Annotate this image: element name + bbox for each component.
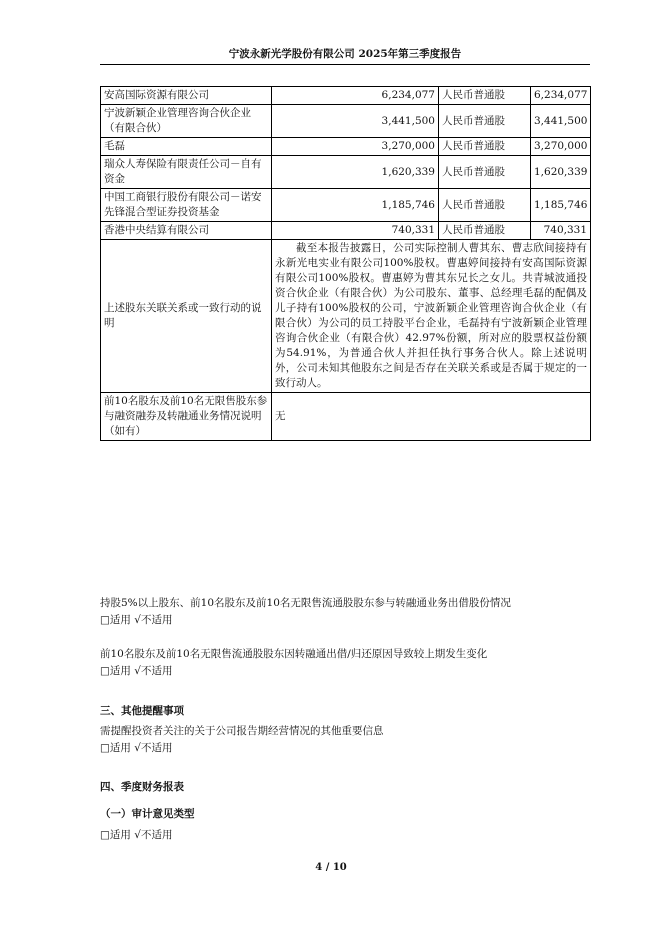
- section-3-heading: 三、其他提醒事项: [100, 705, 184, 717]
- holder-shares: 1,620,339: [272, 156, 439, 189]
- lending-option: □适用 √不适用: [100, 614, 173, 626]
- table-row: [101, 87, 591, 105]
- table-row: [101, 105, 591, 138]
- audit-opinion-option: □适用 √不适用: [100, 829, 173, 841]
- holder-name: 瑞众人寿保险有限责任公司－自有资金: [101, 156, 272, 189]
- relation-explanation: 截至本报告披露日，公司实际控制人曹其东、曹志欣间接持有永新光电实业有限公司100%股权。曹惠婷间接持有安高国际资源有限公司100%股权。曹惠婷为曹其东兄长之女儿。共青城波通投资合伙企业（有限合伙）为公司股东、董事、总经理毛磊的配偶及儿子持有100%股权的公司，宁波新颖企业管理咨询合伙企业（有限合伙）为公司的员工持股平台企业，毛磊持有宁波新颖企业管理咨询合伙企业（有限合伙）42.97%份额，所对应的股票权益份额为54.91%，为普通合伙人并担任执行事务合伙人。除上述说明外，公司未知其他股东之间是否存在关联关系或是否属于规定的一致行动人。: [272, 240, 591, 393]
- share-count: 1,185,746: [531, 189, 591, 222]
- share-count: 1,620,339: [531, 156, 591, 189]
- margin-trading-row: [101, 393, 591, 441]
- share-type: 人民币普通股: [439, 87, 531, 105]
- share-type: 人民币普通股: [439, 138, 531, 156]
- other-matters-option: □适用 √不适用: [100, 742, 173, 754]
- share-type: 人民币普通股: [439, 105, 531, 138]
- holder-shares: 740,331: [272, 222, 439, 240]
- audit-opinion-heading: （一）审计意见类型: [100, 808, 195, 820]
- other-matters-text: 需提醒投资者关注的关于公司报告期经营情况的其他重要信息: [100, 725, 384, 737]
- relation-label: 上述股东关联关系或一致行动的说明: [101, 240, 272, 393]
- share-type: 人民币普通股: [439, 222, 531, 240]
- margin-trading-label: 前10名股东及前10名无限售股东参与融资融券及转融通业务情况说明（如有）: [101, 393, 272, 441]
- holder-name: 中国工商银行股份有限公司－诺安先锋混合型证券投资基金: [101, 189, 272, 222]
- holder-shares: 3,270,000: [272, 138, 439, 156]
- share-count: 740,331: [531, 222, 591, 240]
- lending-title: 持股5%以上股东、前10名股东及前10名无限售流通股股东参与转融通业务出借股份情况: [100, 597, 511, 609]
- table-row: [101, 156, 591, 189]
- holder-name: 香港中央结算有限公司: [101, 222, 272, 240]
- share-count: 6,234,077: [531, 87, 591, 105]
- header-divider: [100, 64, 590, 65]
- holder-name: 毛磊: [101, 138, 272, 156]
- share-type: 人民币普通股: [439, 189, 531, 222]
- change-title: 前10名股东及前10名无限售流通股股东因转融通出借/归还原因导致较上期发生变化: [100, 648, 488, 660]
- table-row: [101, 222, 591, 240]
- table-row: [101, 138, 591, 156]
- holder-shares: 6,234,077: [272, 87, 439, 105]
- margin-trading-value: 无: [272, 393, 591, 441]
- share-count: 3,270,000: [531, 138, 591, 156]
- share-count: 3,441,500: [531, 105, 591, 138]
- relation-row: [101, 240, 591, 393]
- shareholders-table: [100, 86, 591, 441]
- holder-name: 宁波新颖企业管理咨询合伙企业（有限合伙）: [101, 105, 272, 138]
- share-type: 人民币普通股: [439, 156, 531, 189]
- section-4-heading: 四、季度财务报表: [100, 781, 184, 793]
- holder-name: 安高国际资源有限公司: [101, 87, 272, 105]
- table-row: [101, 189, 591, 222]
- holder-shares: 3,441,500: [272, 105, 439, 138]
- page-number: 4 / 10: [315, 862, 347, 873]
- page-header-title: 宁波永新光学股份有限公司 2025年第三季度报告: [228, 48, 462, 60]
- holder-shares: 1,185,746: [272, 189, 439, 222]
- change-option: □适用 √不适用: [100, 665, 173, 677]
